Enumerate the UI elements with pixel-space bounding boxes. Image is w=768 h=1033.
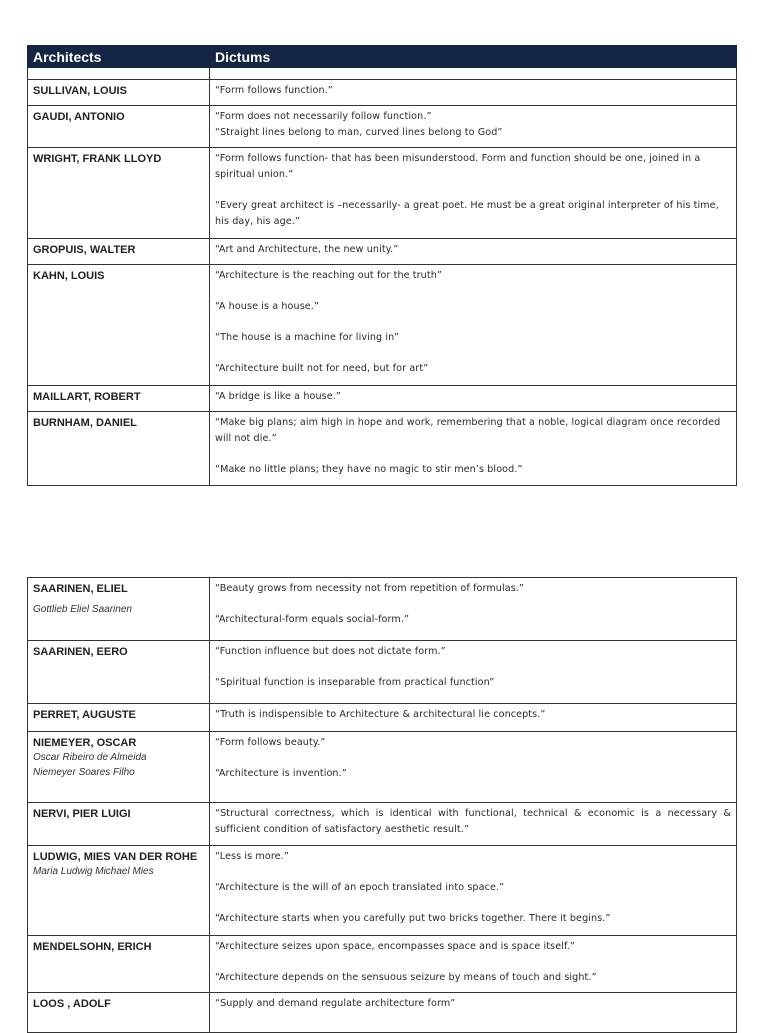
architect-cell bbox=[28, 641, 210, 704]
quote: “A bridge is like a house.” bbox=[215, 391, 341, 402]
table-row bbox=[28, 106, 737, 148]
table-row bbox=[28, 704, 737, 732]
architect-name: GAUDI, ANTONIO bbox=[33, 111, 125, 123]
table-row bbox=[28, 412, 737, 486]
architect-cell bbox=[28, 106, 210, 148]
dictum-cell bbox=[210, 265, 737, 386]
quote: “Architecture is the reaching out for the truth” bbox=[215, 270, 442, 281]
dictum-cell bbox=[210, 704, 737, 732]
quote: “Architecture is the will of an epoch translated into space.” bbox=[215, 882, 505, 893]
architects-table-1 bbox=[27, 45, 737, 486]
quote: “Form follows beauty.” bbox=[215, 737, 326, 748]
quote: “Make no little plans; they have no magic to stir men’s blood.” bbox=[215, 464, 523, 475]
quote: “Function influence but does not dictate form.” bbox=[215, 646, 446, 657]
dictum-cell bbox=[210, 803, 737, 846]
table-row bbox=[28, 993, 737, 1033]
architect-name: MENDELSOHN, ERICH bbox=[33, 941, 152, 953]
architect-name: SULLIVAN, LOUIS bbox=[33, 85, 127, 97]
dictum-cell bbox=[210, 148, 737, 239]
dictum-cell bbox=[210, 239, 737, 265]
column-header-architects: Architects bbox=[28, 46, 210, 68]
table-row bbox=[28, 641, 737, 704]
architect-name: KAHN, LOUIS bbox=[33, 270, 105, 282]
quote: “Structural correctness, which is identical with functional, technical & economic is a necessary & sufficient condition of satisfactory aesthetic result.” bbox=[215, 808, 731, 835]
quote: “Beauty grows from necessity not from repetition of formulas.” bbox=[215, 583, 525, 594]
table-row bbox=[28, 148, 737, 239]
quote: “Architectural-form equals social-form.” bbox=[215, 614, 410, 625]
quote: “Architecture is invention.” bbox=[215, 768, 347, 779]
architect-name: LUDWIG, MIES VAN DER ROHE bbox=[33, 851, 198, 863]
architect-name: LOOS , ADOLF bbox=[33, 998, 111, 1010]
dictum-cell bbox=[210, 641, 737, 704]
architect-cell bbox=[28, 803, 210, 846]
architect-name: BURNHAM, DANIEL bbox=[33, 417, 137, 429]
dictum-cell bbox=[210, 578, 737, 641]
quote: “Art and Architecture, the new unity.” bbox=[215, 244, 399, 255]
quote: “Truth is indispensible to Architecture & architectural lie concepts.” bbox=[215, 709, 546, 720]
architect-full-name: Maria Ludwig Michael Mies bbox=[33, 866, 154, 877]
architect-name: NERVI, PIER LUIGI bbox=[33, 808, 131, 820]
dictum-cell bbox=[210, 846, 737, 936]
architect-name: SAARINEN, EERO bbox=[33, 646, 128, 658]
quote: “Less is more.” bbox=[215, 851, 289, 862]
quote: “Make big plans; aim high in hope and work, remembering that a noble, logical diagram once recorded will not die.” bbox=[215, 417, 721, 444]
architect-cell bbox=[28, 148, 210, 239]
architect-name: PERRET, AUGUSTE bbox=[33, 709, 136, 721]
dictum-cell bbox=[210, 732, 737, 803]
table-row bbox=[28, 265, 737, 386]
table-row bbox=[28, 936, 737, 993]
table-row bbox=[28, 386, 737, 412]
architect-name: GROPUIS, WALTER bbox=[33, 244, 136, 256]
quote: “Form does not necessarily follow function.” bbox=[215, 111, 432, 122]
quote: “The house is a machine for living in” bbox=[215, 332, 399, 343]
architect-name: NIEMEYER, OSCAR bbox=[33, 737, 137, 749]
architect-cell bbox=[28, 993, 210, 1033]
table-row bbox=[28, 846, 737, 936]
architect-cell bbox=[28, 386, 210, 412]
architect-full-name: Oscar Ribeiro de Almeida bbox=[33, 752, 147, 763]
quote: “Architecture starts when you carefully put two bricks together. There it begins.” bbox=[215, 913, 611, 924]
quote: “Supply and demand regulate architecture form” bbox=[215, 998, 456, 1009]
table-row bbox=[28, 80, 737, 106]
empty-cell bbox=[210, 68, 737, 80]
architect-cell bbox=[28, 704, 210, 732]
architect-cell bbox=[28, 732, 210, 803]
table-row bbox=[28, 239, 737, 265]
quote: “Architecture built not for need, but for art” bbox=[215, 363, 429, 374]
architect-cell bbox=[28, 239, 210, 265]
table-row bbox=[28, 803, 737, 846]
quote: “Architecture depends on the sensuous seizure by means of touch and sight.” bbox=[215, 972, 597, 983]
table-row bbox=[28, 732, 737, 803]
quote: “Form follows function.” bbox=[215, 85, 333, 96]
architect-cell bbox=[28, 80, 210, 106]
dictum-cell bbox=[210, 80, 737, 106]
architects-table-2 bbox=[27, 577, 737, 1033]
architect-cell bbox=[28, 412, 210, 486]
column-header-dictums: Dictums bbox=[210, 46, 737, 68]
quote: “Architecture seizes upon space, encompasses space and is space itself.” bbox=[215, 941, 575, 952]
table-header-row bbox=[28, 46, 737, 68]
architect-name: SAARINEN, ELIEL bbox=[33, 583, 128, 595]
dictum-cell bbox=[210, 106, 737, 148]
architect-cell bbox=[28, 936, 210, 993]
dictum-cell bbox=[210, 936, 737, 993]
quote: “Spiritual function is inseparable from practical function” bbox=[215, 677, 495, 688]
architect-full-name: Gottlieb Eliel Saarinen bbox=[33, 604, 132, 615]
architect-name: WRIGHT, FRANK LLOYD bbox=[33, 153, 162, 165]
architect-cell bbox=[28, 846, 210, 936]
dictum-cell bbox=[210, 386, 737, 412]
quote: “A house is a house.” bbox=[215, 301, 320, 312]
table-row bbox=[28, 68, 737, 80]
empty-cell bbox=[28, 68, 210, 80]
quote: “Every great architect is –necessarily- a great poet. He must be a great original interpreter of his time, his day, his age.” bbox=[215, 200, 719, 227]
table-row bbox=[28, 578, 737, 641]
quote: “Form follows function- that has been misunderstood. Form and function should be one, joined in a spiritual union.” bbox=[215, 153, 701, 180]
dictum-cell bbox=[210, 412, 737, 486]
architect-cell bbox=[28, 578, 210, 641]
architect-name: MAILLART, ROBERT bbox=[33, 391, 141, 403]
architect-cell bbox=[28, 265, 210, 386]
architect-full-name: Niemeyer Soares Filho bbox=[33, 767, 135, 778]
dictum-cell bbox=[210, 993, 737, 1033]
quote: “Straight lines belong to man, curved lines belong to God” bbox=[215, 127, 503, 138]
